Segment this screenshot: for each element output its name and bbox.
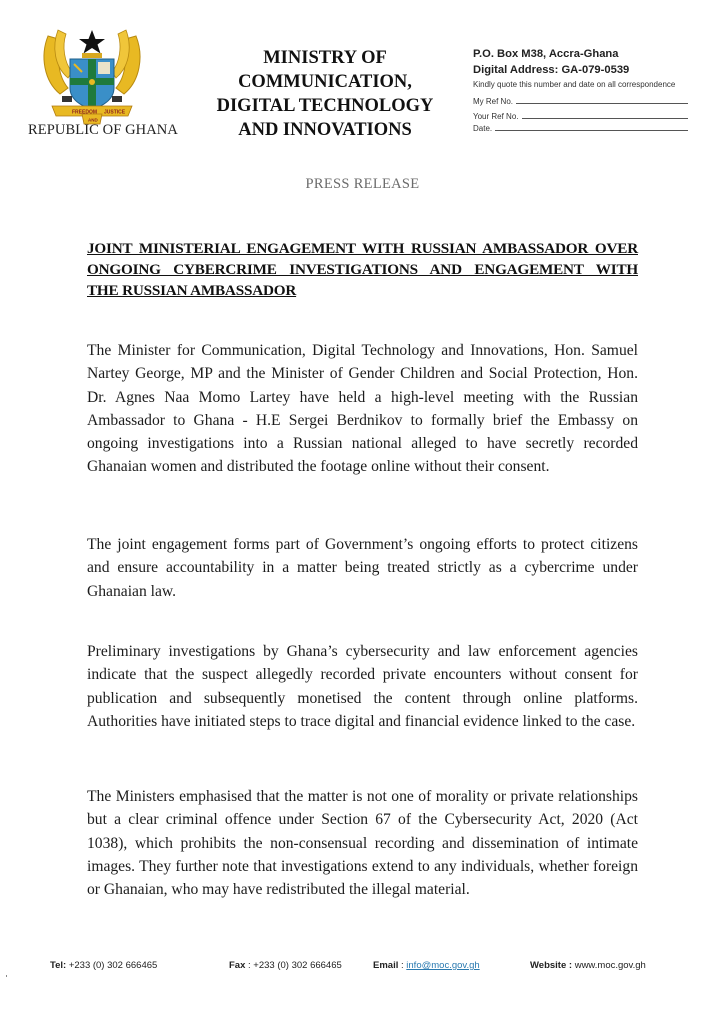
my-ref-field xyxy=(473,91,688,106)
website-label: Website : xyxy=(530,960,573,971)
my-ref-line xyxy=(516,103,688,104)
email-link[interactable]: info@moc.gov.gh xyxy=(406,960,480,971)
tel-label: Tel: xyxy=(50,960,67,971)
tel-value: +233 (0) 302 666465 xyxy=(66,960,158,971)
ministry-name-line: COMMUNICATION, xyxy=(238,72,412,92)
ministry-name-line: DIGITAL TECHNOLOGY xyxy=(216,96,434,116)
my-ref-label: My Ref No. xyxy=(473,97,514,106)
ministry-name-line: AND INNOVATIONS xyxy=(238,120,412,140)
po-box: P.O. Box M38, Accra-Ghana xyxy=(473,48,619,60)
your-ref-label: Your Ref No. xyxy=(473,112,519,121)
title-line: JOINT MINISTERIAL ENGAGEMENT WITH RUSSIAN AMBASSADOR OVER xyxy=(87,240,638,257)
crest-scroll-and: AND xyxy=(88,117,98,123)
footer-website xyxy=(530,960,646,971)
your-ref-line xyxy=(522,118,688,119)
footer-fax xyxy=(229,960,342,971)
title-line: ONGOING CYBERCRIME INVESTIGATIONS AND ENGAGEMENT WITH xyxy=(87,261,638,278)
body-paragraph: The joint engagement forms part of Government’s ongoing efforts to protect citizens and ensure accountability in a matter being treated strictly as a cybercrime under Ghanaian law. xyxy=(87,536,638,600)
your-ref-field xyxy=(473,106,688,121)
title-line: THE RUSSIAN AMBASSADOR xyxy=(87,282,297,299)
body-paragraph: The Ministers emphasised that the matter is not one of morality or private relationships but a clear criminal offence under Section 67 of the Cybersecurity Act, 2020 (Act 1038), which prohibits the non-consensual recording and dissemination of intimate images. They further note that investigations extend to any individuals, whether foreign or Ghanaian, who may have redistributed the illegal material. xyxy=(87,788,638,899)
email-label: Email xyxy=(373,960,399,971)
ghana-coat-of-arms-icon xyxy=(38,26,146,126)
crest-scroll-justice: JUSTICE xyxy=(104,109,126,116)
correspondence-note: Kindly quote this number and date on all correspondence xyxy=(473,80,676,89)
email-separator: : xyxy=(398,960,407,971)
body-paragraph: Preliminary investigations by Ghana’s cybersecurity and law enforcement agencies indicate that the suspect allegedly recorded private encounters without consent for publication and subsequently monetised the content through online platforms. Authorities have initiated steps to trace digital and financial evidence linked to the case. xyxy=(87,643,638,730)
date-line xyxy=(495,130,688,131)
ministry-name-line: MINISTRY OF xyxy=(263,48,387,68)
ministry-name xyxy=(205,46,445,142)
contact-block xyxy=(473,46,688,133)
fax-value: : +233 (0) 302 666465 xyxy=(245,960,342,971)
website-value: www.moc.gov.gh xyxy=(572,960,646,971)
footer-tel xyxy=(50,960,157,971)
republic-of-ghana-label: REPUBLIC OF GHANA xyxy=(28,122,178,138)
body-paragraph: The Minister for Communication, Digital Technology and Innovations, Hon. Samuel Nartey George, MP and the Minister of Gender Children and Social Protection, Hon. Dr. Agnes Naa Momo Lartey have held a high-level meeting with the Russian Ambassador to Ghana - H.E Sergei Berdnikov to formally brief the Embassy on ongoing investigations into a Russian national alleged to have secretly recorded Ghanaian women and distributed the footage online without their consent. xyxy=(87,342,638,476)
scan-artifact-dot xyxy=(6,975,7,977)
fax-label: Fax xyxy=(229,960,246,971)
digital-address: Digital Address: GA-079-0539 xyxy=(473,64,630,76)
footer-email xyxy=(373,960,480,971)
press-release-title xyxy=(87,238,638,301)
document-type-label: PRESS RELEASE xyxy=(305,176,420,192)
date-label: Date. xyxy=(473,124,493,133)
crest-scroll-freedom: FREEDOM xyxy=(72,109,97,116)
date-field xyxy=(473,121,688,133)
